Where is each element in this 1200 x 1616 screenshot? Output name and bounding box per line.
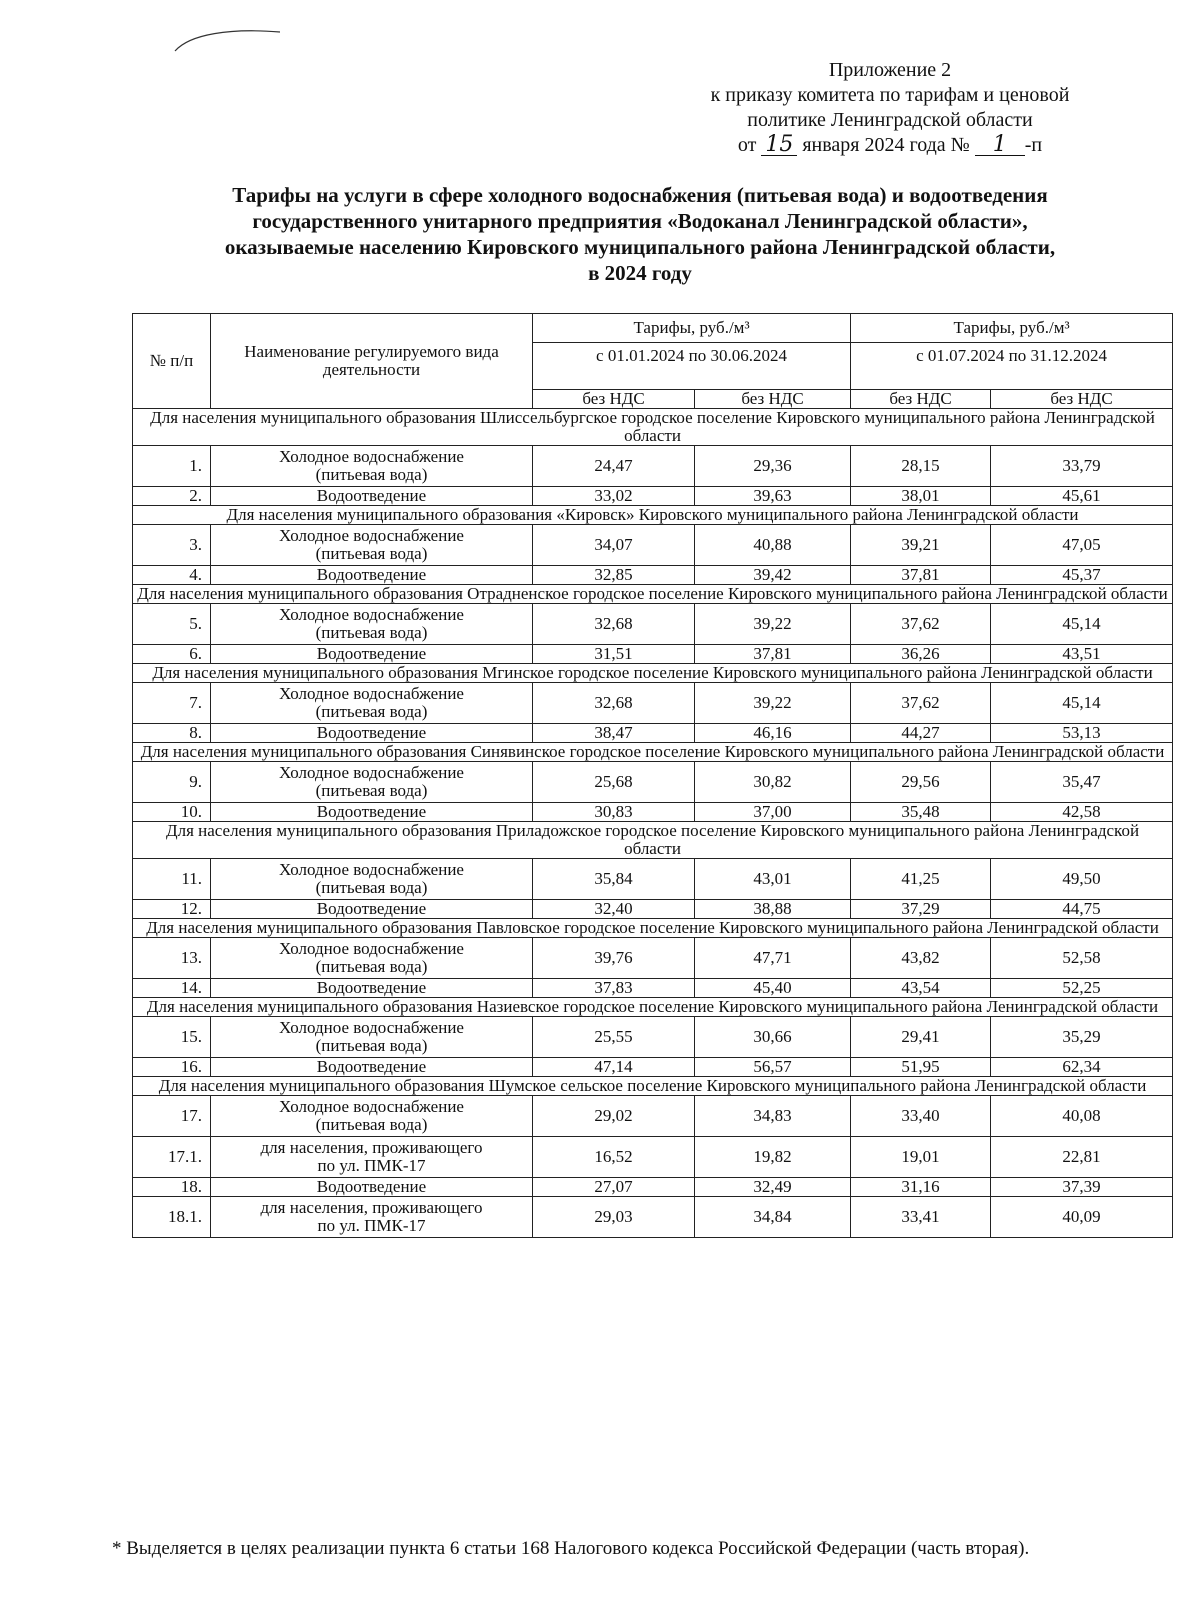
group-title: Для населения муниципального образования Назиевское городское поселение Кировского муниципального района Ленинградской области [133, 998, 1173, 1017]
tariff-value: 29,36 [695, 446, 851, 487]
tariff-value: 31,51 [533, 645, 695, 664]
order-suffix: -п [1024, 134, 1043, 156]
tariff-value: 39,22 [695, 683, 851, 724]
tariff-value: 43,01 [695, 859, 851, 900]
row-activity-name: Холодное водоснабжение (питьевая вода) [211, 1017, 533, 1058]
appendix-date-line [660, 133, 1120, 158]
tariff-value: 51,95 [851, 1058, 991, 1077]
tariff-value: 29,41 [851, 1017, 991, 1058]
table-row [133, 1197, 1173, 1238]
group-row [133, 506, 1173, 525]
table-row [133, 979, 1173, 998]
row-activity-name: Холодное водоснабжение (питьевая вода) [211, 859, 533, 900]
tariff-value: 46,16 [695, 724, 851, 743]
tariff-value: 27,07 [533, 1178, 695, 1197]
row-activity-name: Водоотведение [211, 803, 533, 822]
tariff-value: 38,01 [851, 487, 991, 506]
tariff-value: 37,62 [851, 683, 991, 724]
header-vat-4: без НДС [991, 390, 1173, 409]
table-row [133, 724, 1173, 743]
tariff-value: 37,81 [695, 645, 851, 664]
row-activity-name: Водоотведение [211, 1178, 533, 1197]
group-title: Для населения муниципального образования Отрадненское городское поселение Кировского муниципального района Ленинградской области [133, 585, 1173, 604]
group-row [133, 919, 1173, 938]
date-day-handwritten: 15 [761, 135, 797, 156]
tariffs-table [132, 313, 1173, 1238]
tariff-value: 37,00 [695, 803, 851, 822]
tariff-value: 39,22 [695, 604, 851, 645]
tariff-value: 45,61 [991, 487, 1173, 506]
row-activity-name: Холодное водоснабжение (питьевая вода) [211, 683, 533, 724]
table-row [133, 487, 1173, 506]
tariff-value: 32,40 [533, 900, 695, 919]
tariff-value: 30,83 [533, 803, 695, 822]
tariff-value: 25,68 [533, 762, 695, 803]
row-number: 17.1. [133, 1137, 211, 1178]
table-row [133, 566, 1173, 585]
tariff-value: 38,88 [695, 900, 851, 919]
header-vat-3: без НДС [851, 390, 991, 409]
group-row [133, 822, 1173, 859]
tariff-value: 19,01 [851, 1137, 991, 1178]
header-period1-dates: с 01.01.2024 по 30.06.2024 [533, 343, 851, 390]
row-number: 10. [133, 803, 211, 822]
row-number: 12. [133, 900, 211, 919]
tariff-value: 52,58 [991, 938, 1173, 979]
tariff-value: 35,84 [533, 859, 695, 900]
row-activity-name: Холодное водоснабжение (питьевая вода) [211, 938, 533, 979]
row-number: 5. [133, 604, 211, 645]
row-number: 13. [133, 938, 211, 979]
row-activity-name: Холодное водоснабжение (питьевая вода) [211, 762, 533, 803]
row-activity-name: Водоотведение [211, 900, 533, 919]
group-title: Для населения муниципального образования Мгинское городское поселение Кировского муниципального района Ленинградской области [133, 664, 1173, 683]
header-vat-2: без НДС [695, 390, 851, 409]
tariff-value: 43,54 [851, 979, 991, 998]
tariff-value: 45,40 [695, 979, 851, 998]
row-activity-name: Водоотведение [211, 566, 533, 585]
row-number: 9. [133, 762, 211, 803]
title-line-3: оказываемые населению Кировского муниципального района Ленинградской области, [224, 235, 1056, 259]
tariff-value: 36,26 [851, 645, 991, 664]
row-number: 18.1. [133, 1197, 211, 1238]
tariff-value: 53,13 [991, 724, 1173, 743]
tariff-value: 39,63 [695, 487, 851, 506]
header-period1-tariffs: Тарифы, руб./м³ [533, 314, 851, 343]
header-period2-tariffs: Тарифы, руб./м³ [851, 314, 1173, 343]
tariff-value: 37,29 [851, 900, 991, 919]
row-number: 16. [133, 1058, 211, 1077]
tariff-value: 47,05 [991, 525, 1173, 566]
table-row [133, 900, 1173, 919]
row-number: 14. [133, 979, 211, 998]
group-title: Для населения муниципального образования Шлиссельбургское городское поселение Кировского муниципального района Ленинградской области [133, 409, 1173, 446]
header-vat-1: без НДС [533, 390, 695, 409]
table-row [133, 645, 1173, 664]
tariff-value: 32,68 [533, 604, 695, 645]
header-number: № п/п [133, 314, 211, 409]
table-row [133, 525, 1173, 566]
tariff-value: 33,40 [851, 1096, 991, 1137]
table-row [133, 859, 1173, 900]
row-activity-name: Холодное водоснабжение (питьевая вода) [211, 1096, 533, 1137]
row-activity-name: Водоотведение [211, 645, 533, 664]
tariff-value: 34,83 [695, 1096, 851, 1137]
tariff-value: 34,07 [533, 525, 695, 566]
tariff-value: 31,16 [851, 1178, 991, 1197]
tariff-value: 16,52 [533, 1137, 695, 1178]
tariff-value: 41,25 [851, 859, 991, 900]
tariff-value: 33,02 [533, 487, 695, 506]
row-number: 1. [133, 446, 211, 487]
tariff-value: 35,47 [991, 762, 1173, 803]
tariff-value: 30,82 [695, 762, 851, 803]
tariff-value: 44,27 [851, 724, 991, 743]
tariff-value: 47,14 [533, 1058, 695, 1077]
footnote: * Выделяется в целях реализации пункта 6 статьи 168 Налогового кодекса Российской Федерации (часть вторая). [112, 1538, 1030, 1559]
tariff-value: 37,83 [533, 979, 695, 998]
date-rest: января 2024 года № [802, 134, 970, 156]
group-row [133, 743, 1173, 762]
row-activity-name: для населения, проживающего по ул. ПМК-17 [211, 1197, 533, 1238]
title-line-4: в 2024 году [588, 261, 692, 285]
group-row [133, 998, 1173, 1017]
tariff-value: 32,68 [533, 683, 695, 724]
date-prefix: от [737, 134, 757, 156]
row-activity-name: Водоотведение [211, 487, 533, 506]
tariff-value: 62,34 [991, 1058, 1173, 1077]
tariff-value: 32,85 [533, 566, 695, 585]
tariff-value: 43,51 [991, 645, 1173, 664]
tariff-value: 39,76 [533, 938, 695, 979]
tariff-value: 32,49 [695, 1178, 851, 1197]
table-row [133, 1058, 1173, 1077]
row-activity-name: Холодное водоснабжение (питьевая вода) [211, 525, 533, 566]
appendix-title: Приложение 2 [828, 59, 952, 81]
order-number-handwritten: 1 [975, 135, 1025, 156]
tariff-value: 34,84 [695, 1197, 851, 1238]
tariff-value: 29,02 [533, 1096, 695, 1137]
tariff-value: 43,82 [851, 938, 991, 979]
tariff-value: 25,55 [533, 1017, 695, 1058]
row-activity-name: Холодное водоснабжение (питьевая вода) [211, 446, 533, 487]
tariff-value: 45,14 [991, 604, 1173, 645]
header-activity-name: Наименование регулируемого вида деятельности [211, 314, 533, 409]
group-title: Для населения муниципального образования Синявинское городское поселение Кировского муниципального района Ленинградской области [133, 743, 1173, 762]
tariff-value: 49,50 [991, 859, 1173, 900]
tariff-value: 47,71 [695, 938, 851, 979]
tariff-value: 35,48 [851, 803, 991, 822]
tariff-value: 37,81 [851, 566, 991, 585]
row-number: 7. [133, 683, 211, 724]
tariff-value: 40,08 [991, 1096, 1173, 1137]
row-number: 17. [133, 1096, 211, 1137]
tariff-value: 42,58 [991, 803, 1173, 822]
group-row [133, 409, 1173, 446]
tariff-value: 40,09 [991, 1197, 1173, 1238]
group-title: Для населения муниципального образования Павловское городское поселение Кировского муниципального района Ленинградской области [133, 919, 1173, 938]
row-number: 18. [133, 1178, 211, 1197]
tariff-value: 44,75 [991, 900, 1173, 919]
row-number: 11. [133, 859, 211, 900]
tariff-value: 38,47 [533, 724, 695, 743]
group-title: Для населения муниципального образования Приладожское городское поселение Кировского муниципального района Ленинградской области [133, 822, 1173, 859]
document-title [150, 182, 1130, 286]
tariff-value: 35,29 [991, 1017, 1173, 1058]
group-title: Для населения муниципального образования Шумское сельское поселение Кировского муниципального района Ленинградской области [133, 1077, 1173, 1096]
tariff-value: 24,47 [533, 446, 695, 487]
tariff-value: 33,79 [991, 446, 1173, 487]
row-activity-name: Водоотведение [211, 979, 533, 998]
tariff-value: 37,39 [991, 1178, 1173, 1197]
table-row [133, 1017, 1173, 1058]
appendix-order-line: к приказу комитета по тарифам и ценовой [710, 84, 1070, 106]
appendix-committee-line: политике Ленинградской области [747, 109, 1033, 131]
row-number: 15. [133, 1017, 211, 1058]
title-line-1: Тарифы на услуги в сфере холодного водоснабжения (питьевая вода) и водоотведения [232, 183, 1048, 207]
row-number: 6. [133, 645, 211, 664]
table-row [133, 1178, 1173, 1197]
group-row [133, 585, 1173, 604]
tariff-value: 29,03 [533, 1197, 695, 1238]
tariff-value: 45,14 [991, 683, 1173, 724]
tariff-value: 45,37 [991, 566, 1173, 585]
tariff-value: 56,57 [695, 1058, 851, 1077]
row-number: 3. [133, 525, 211, 566]
table-row [133, 762, 1173, 803]
tariff-value: 28,15 [851, 446, 991, 487]
row-number: 2. [133, 487, 211, 506]
tariff-value: 33,41 [851, 1197, 991, 1238]
group-row [133, 664, 1173, 683]
title-line-2: государственного унитарного предприятия «Водоканал Ленинградской области», [252, 209, 1028, 233]
table-row [133, 446, 1173, 487]
tariffs-body [133, 409, 1173, 1238]
row-number: 4. [133, 566, 211, 585]
table-row [133, 604, 1173, 645]
table-row [133, 683, 1173, 724]
row-activity-name: Холодное водоснабжение (питьевая вода) [211, 604, 533, 645]
row-activity-name: Водоотведение [211, 1058, 533, 1077]
group-row [133, 1077, 1173, 1096]
tariff-value: 40,88 [695, 525, 851, 566]
table-row [133, 938, 1173, 979]
handwritten-mark-icon [170, 26, 290, 56]
appendix-reference [660, 58, 1120, 158]
tariff-value: 30,66 [695, 1017, 851, 1058]
group-title: Для населения муниципального образования «Кировск» Кировского муниципального района Ленинградской области [133, 506, 1173, 525]
row-activity-name: Водоотведение [211, 724, 533, 743]
tariff-value: 52,25 [991, 979, 1173, 998]
tariff-value: 39,21 [851, 525, 991, 566]
row-number: 8. [133, 724, 211, 743]
header-period2-dates: с 01.07.2024 по 31.12.2024 [851, 343, 1173, 390]
table-row [133, 803, 1173, 822]
tariff-value: 39,42 [695, 566, 851, 585]
table-row [133, 1096, 1173, 1137]
table-row [133, 1137, 1173, 1178]
tariff-value: 19,82 [695, 1137, 851, 1178]
tariff-value: 37,62 [851, 604, 991, 645]
tariff-value: 29,56 [851, 762, 991, 803]
row-activity-name: для населения, проживающего по ул. ПМК-17 [211, 1137, 533, 1178]
tariff-value: 22,81 [991, 1137, 1173, 1178]
